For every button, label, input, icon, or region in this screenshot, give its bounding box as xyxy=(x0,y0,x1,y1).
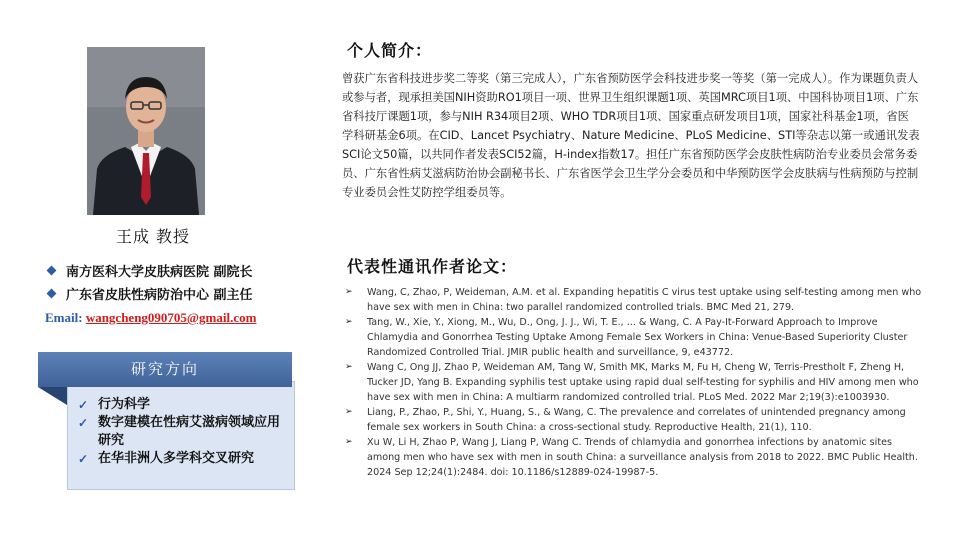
profile-photo xyxy=(87,47,205,215)
role-item xyxy=(46,282,253,305)
bio-text: 曾获广东省科技进步奖二等奖（第三完成人），广东省预防医学会科技进步奖一等奖（第一完成人）。作为课题负责人或参与者，现承担美国NIH资助RO1项目一项、世界卫生组织课题1项、英国MRC项目1项、中国科协项目1项、广东省科技厅课题1项，参与NIH R34项目2项、WHO TDR项目1项、国家重点研发项目1项，国家社科基金1项，省医学科研基金6项。在CID、Lancet Psychiatry、Nature Medicine、PLoS Medicine、STI等杂志以第一或通讯发表SCI论文50篇，以共同作者发表SCI52篇，H-index指数17。担任广东省预防医学会皮肤性病防治专业委员会常务委员、广东省性病艾滋病防治协会副秘书长、广东省医学会卫生学分会委员和中华预防医学会皮肤病与性病预防与控制专业委员会性艾防控学组委员等。 xyxy=(342,72,920,199)
papers-title: 代表性通讯作者论文： xyxy=(347,257,518,276)
email-line xyxy=(45,310,256,326)
paper-item xyxy=(345,315,923,360)
arrow-icon: ➢ xyxy=(345,287,353,297)
paper-citation: Xu W, Li H, Zhao P, Wang J, Liang P, Wang C. Trends of chlamydia and gonorrhea infections by anatomic sites among men who have sex with men in south China: a surveillance analysis from 2018 to 2022. BMC Public Health. 2024 Sep 12;24(1):2484. doi: 10.1186/s12889-024-19987-5. xyxy=(367,437,918,478)
bio-title: 个人简介： xyxy=(347,41,433,60)
portrait-illustration xyxy=(87,47,205,215)
paper-item xyxy=(345,360,923,405)
research-item xyxy=(78,414,288,450)
check-icon: ✓ xyxy=(78,398,89,412)
email-link[interactable]: wangcheng090705@gmail.com xyxy=(85,310,257,325)
diamond-icon xyxy=(47,289,57,299)
arrow-icon: ➢ xyxy=(345,407,353,417)
arrow-icon: ➢ xyxy=(345,437,353,447)
research-list xyxy=(78,396,288,468)
arrow-icon: ➢ xyxy=(345,317,353,327)
arrow-icon: ➢ xyxy=(345,362,353,372)
role-list xyxy=(46,259,253,305)
research-tab-fold xyxy=(38,387,67,405)
check-icon: ✓ xyxy=(78,452,89,466)
research-item xyxy=(78,450,288,468)
diamond-icon xyxy=(47,266,57,276)
paper-citation: Liang, P., Zhao, P., Shi, Y., Huang, S., & Wang, C. The prevalence and correlates of unintended pregnancy among female sex workers in South China: a cross-sectional study. Reproductive Health, 21(1), 110. xyxy=(367,407,906,433)
research-title: 研究方向 xyxy=(38,352,292,387)
paper-citation: Wang C, Ong JJ, Zhao P, Weideman AM, Tang W, Smith MK, Marks M, Fu H, Cheng W, Terris-Prestholt F, Zheng H, Tucker JD, Yang B. Expanding syphilis test uptake using rapid dual self-testing for syphilis and HIV among men who have sex with men in China: A multiarm randomized controlled trial. PLoS Med. 2022 Mar 2;19(3):e1003930. xyxy=(367,362,919,403)
paper-citation: Tang, W., Xie, Y., Xiong, M., Wu, D., Ong, J. J., Wi, T. E., ... & Wang, C. A Pay-It-Forward Approach to Improve Chlamydia and Gonorrhea Testing Uptake Among Female Sex Workers in China: Venue-Based Superiority Cluster Randomized Controlled Trial. JMIR public health and surveillance, 9, e43772. xyxy=(367,317,908,358)
paper-citation: Wang, C, Zhao, P, Weideman, A.M. et al. Expanding hepatitis C virus test uptake using self-testing among men who have sex with men in China: two parallel randomized controlled trials. BMC Med 21, 279. xyxy=(367,287,922,313)
check-icon: ✓ xyxy=(78,416,89,430)
research-item-text: 在华非洲人多学科交叉研究 xyxy=(98,451,255,466)
paper-item xyxy=(345,285,923,315)
research-item xyxy=(78,396,288,414)
role-text: 广东省皮肤性病防治中心 副主任 xyxy=(66,288,253,303)
role-item xyxy=(46,259,253,282)
email-label: Email: xyxy=(45,310,86,325)
paper-item xyxy=(345,405,923,435)
research-item-text: 行为科学 xyxy=(98,397,151,412)
research-item-text: 数字建模在性病艾滋病领域应用研究 xyxy=(98,415,281,448)
paper-list xyxy=(345,285,923,480)
profile-name: 王成 教授 xyxy=(115,227,191,246)
paper-item xyxy=(345,435,923,480)
role-text: 南方医科大学皮肤病医院 副院长 xyxy=(66,265,253,280)
